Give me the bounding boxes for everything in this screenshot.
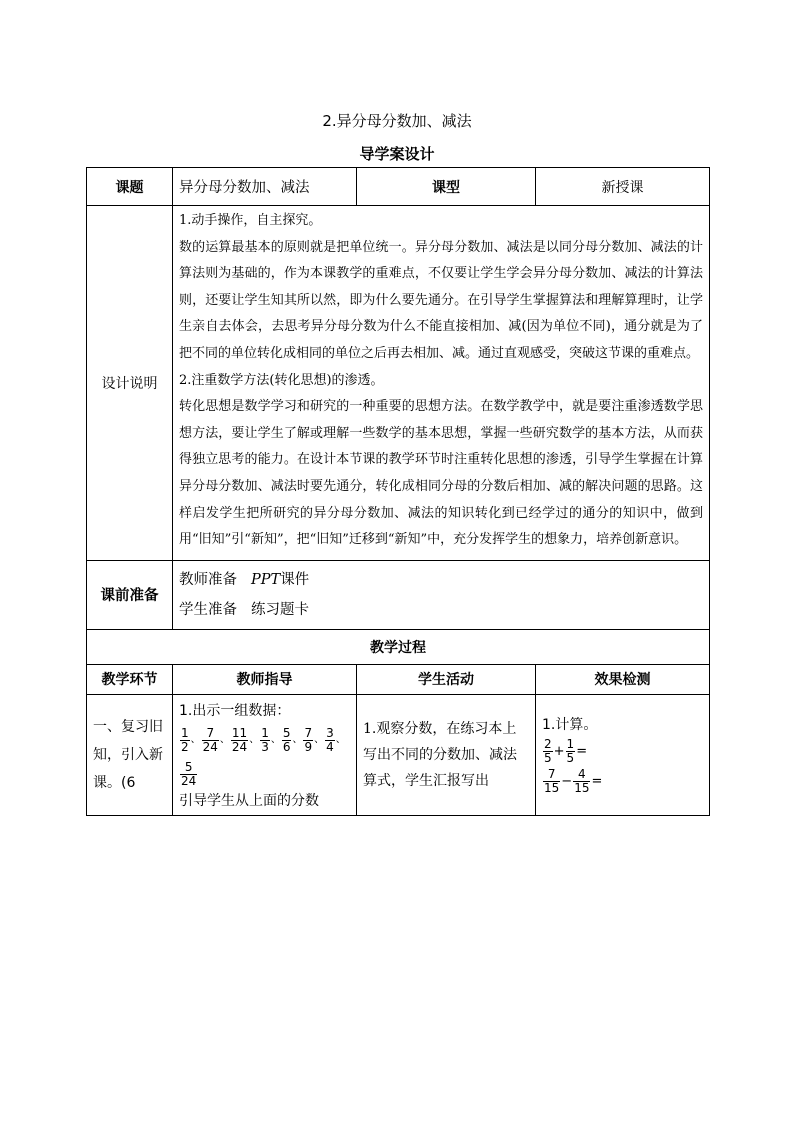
fraction: $\frac{5}{6}$ (282, 725, 291, 754)
separator: 、 (219, 734, 230, 746)
separator: 、 (249, 734, 260, 746)
teacher-prep-label: 教师准备 (179, 571, 237, 588)
minus-sign: − (561, 773, 573, 789)
student-activity-cell: 1.观察分数，在练习本上写出不同的分数加、减法算式，学生汇报写出 (357, 694, 536, 816)
prep-label: 课前准备 (87, 560, 173, 629)
fraction: $\frac{7}{24}$ (202, 725, 218, 754)
fraction: $\frac{1}{5}$ (566, 737, 575, 766)
check-exercise-2 (542, 767, 703, 797)
equals-sign: = (591, 773, 603, 789)
teacher-prep-suffix: 课件 (280, 571, 310, 588)
student-prep (179, 595, 703, 625)
plus-sign: + (553, 743, 565, 759)
teacher-line3: 引导学生从上面的分数 (179, 793, 319, 810)
design-label: 设计说明 (87, 206, 173, 561)
fraction: $\frac{7}{9}$ (304, 725, 313, 754)
teacher-line1: 1.出示一组数据： (179, 702, 291, 719)
document-title: 2.异分母分数加、减法 (322, 112, 472, 130)
student-prep-label: 学生准备 (179, 601, 237, 618)
separator: 、 (314, 734, 325, 746)
fraction: $\frac{4}{15}$ (574, 767, 590, 796)
fraction-list (179, 723, 350, 792)
design-p1-title: 1.动手操作，自主探究。 (179, 213, 322, 228)
type-value: 新授课 (536, 168, 710, 206)
col-step: 教学环节 (87, 664, 173, 694)
fraction: $\frac{5}{24}$ (181, 760, 197, 789)
step-cell: 一、复习旧知，引入新课。(6 (87, 694, 173, 816)
design-p1-body: 数的运算最基本的原则就是把单位统一。异分母分数加、减法是以同分母分数加、减法的计算法则为基础的，作为本课教学的重难点，不仅要让学生学会异分母分数加、减法的计算法则，还要让学生知其所以然，即为什么要先通分。在引导学生掌握算法和理解算理时，让学生亲自去体会，去思考异分母分数为什么不能直接相加、减(因为单位不同)，通分就是为了把不同的单位转化成相同的单位之后再去相加、减。通过直观感受，突破这节课的重难点。 (179, 239, 703, 361)
fraction: $\frac{7}{15}$ (544, 767, 560, 796)
teacher-guidance-cell (173, 694, 357, 816)
design-description (173, 206, 710, 561)
fraction: $\frac{3}{4}$ (326, 725, 334, 754)
col-teacher: 教师指导 (173, 664, 357, 694)
fraction: $\frac{2}{5}$ (544, 737, 552, 766)
fraction: $\frac{1}{2}$ (181, 725, 189, 754)
separator: 、 (292, 734, 303, 746)
teacher-prep-value: PPT (251, 571, 281, 588)
separator: 、 (270, 734, 281, 746)
check-cell (536, 694, 710, 816)
process-heading: 教学过程 (87, 629, 710, 664)
col-student: 学生活动 (357, 664, 536, 694)
lesson-plan-table (86, 167, 710, 816)
type-label: 课型 (357, 168, 536, 206)
fraction: $\frac{1}{3}$ (261, 725, 269, 754)
check-title: 1.计算。 (542, 716, 598, 733)
teacher-prep (179, 565, 703, 595)
fraction: $\frac{11}{24}$ (231, 725, 248, 754)
col-check: 效果检测 (536, 664, 710, 694)
check-exercise-1 (542, 737, 703, 767)
equals-sign: = (576, 743, 588, 759)
student-prep-value: 练习题卡 (251, 601, 309, 618)
topic-label: 课题 (87, 168, 173, 206)
design-p2-title: 2.注重数学方法(转化思想)的渗透。 (179, 372, 384, 388)
separator: 、 (190, 734, 201, 746)
separator: 、 (335, 734, 346, 746)
document-subtitle: 导学案设计 (359, 145, 435, 163)
topic-value: 异分母分数加、减法 (173, 168, 357, 206)
design-p2-body: 转化思想是数学学习和研究的一种重要的思想方法。在数学教学中，就是要注重渗透数学思想方法，要让学生了解或理解一些数学的基本思想，掌握一些研究数学的基本方法，从而获得独立思考的能力。在设计本节课的教学环节时注重转化思想的渗透，引导学生掌握在计算异分母分数加、减法时要先通分，转化成相同分母的分数后相加、减的解决问题的思路。这样启发学生把所研究的异分母分数加、减法的知识转化到已经学过的通分的知识中，做到用“旧知”引“新知”，把“旧知”迁移到“新知”中，充分发挥学生的想象力，培养创新意识。 (179, 399, 703, 548)
prep-content (173, 560, 710, 629)
